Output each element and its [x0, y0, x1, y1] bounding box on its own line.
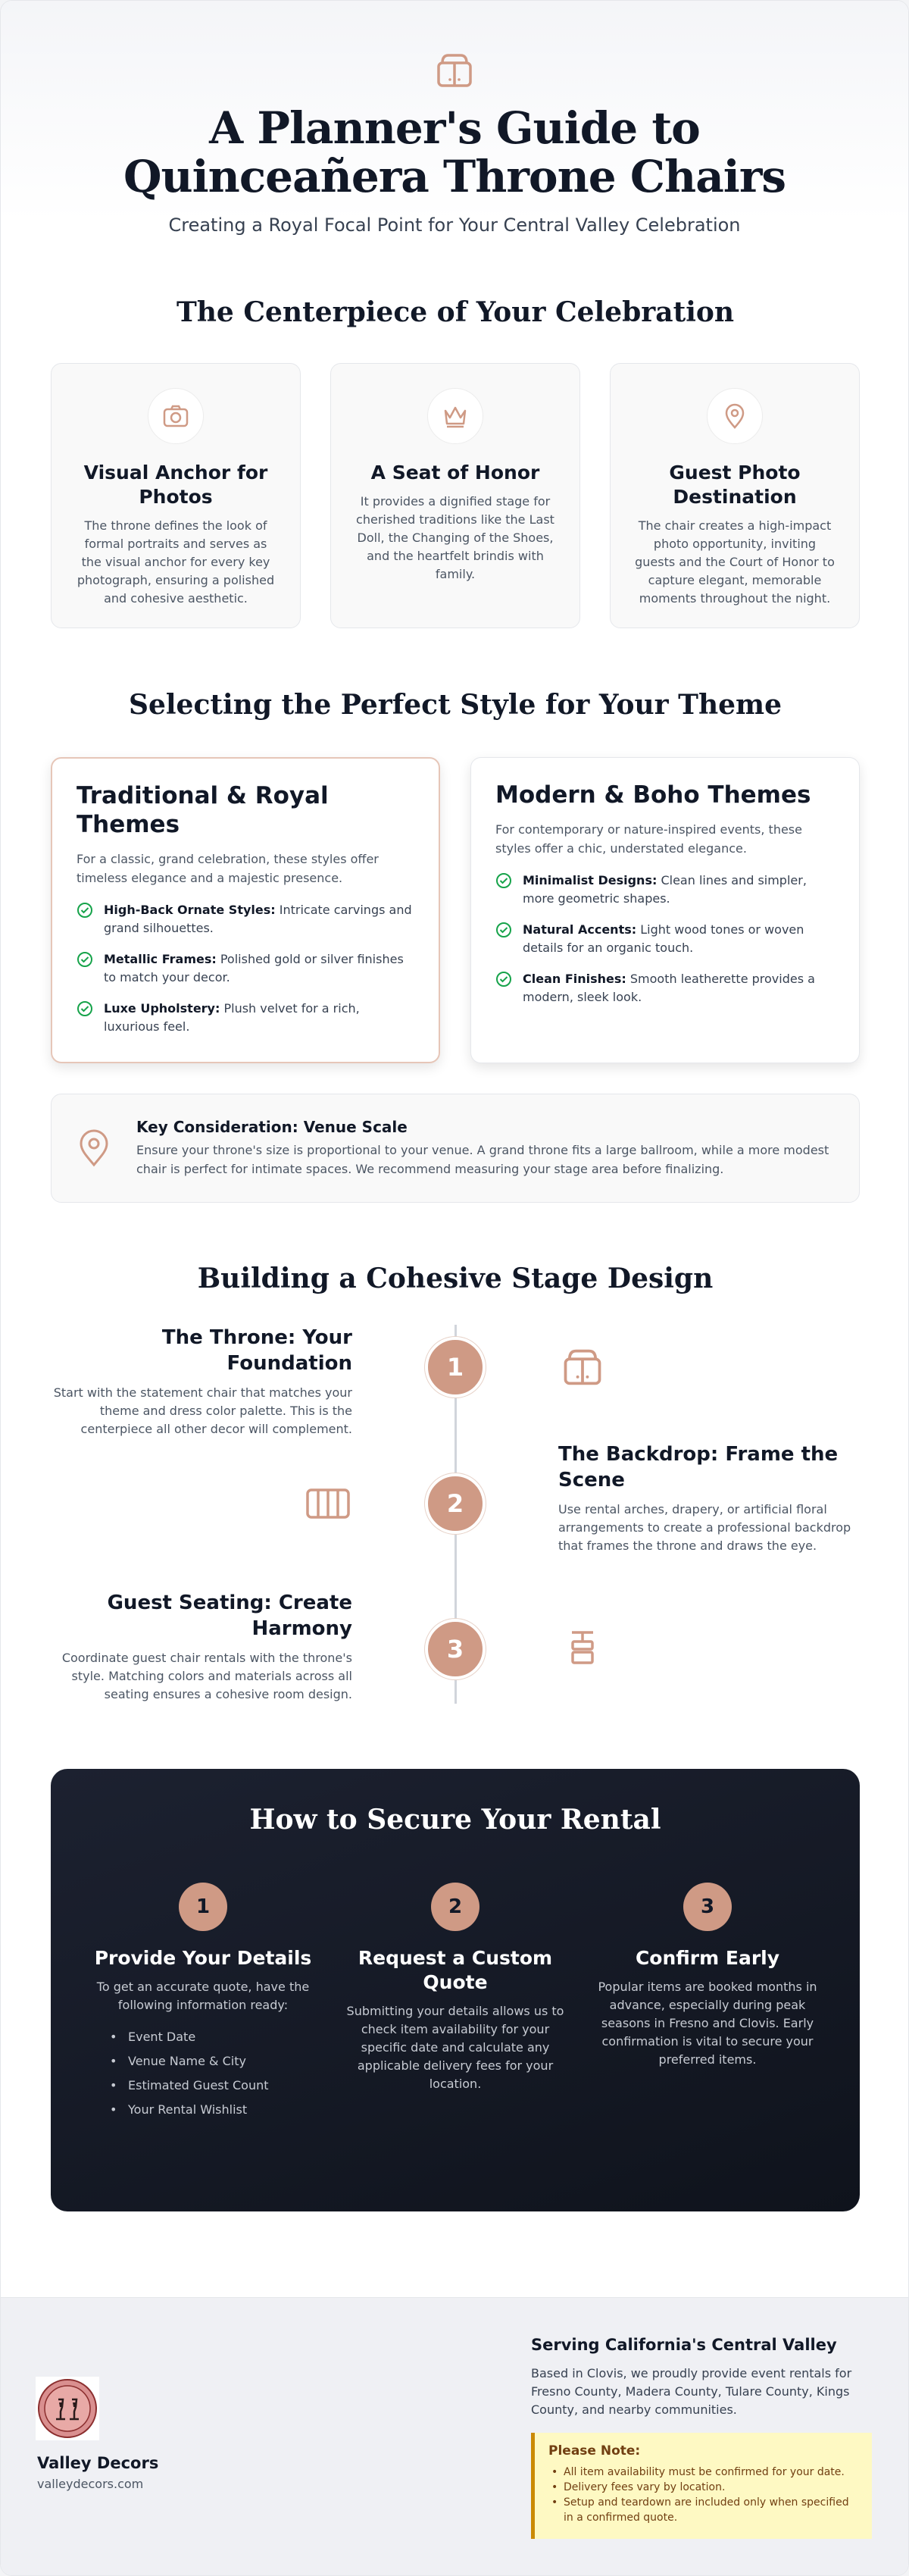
- item-label: Natural Accents:: [523, 922, 637, 937]
- feature-text: It provides a dignified stage for cherished traditions like the Last Doll, the Changing of the Shoes, and the heartfelt brindis with family.: [356, 494, 554, 581]
- style-card-modern: [470, 757, 860, 1063]
- item-label: Clean Finishes:: [523, 972, 626, 986]
- service-area: [531, 2336, 879, 2419]
- list-item: • Delivery fees vary by location.: [548, 2480, 858, 2495]
- gift-box-icon: [560, 1344, 605, 1390]
- chair-icon: [560, 1625, 605, 1670]
- list-item: • Event Date: [110, 2028, 313, 2046]
- list-item: • Venue Name & City: [110, 2052, 313, 2071]
- list-item: • All item availability must be confirmed for your date.: [548, 2465, 858, 2480]
- note-list: [548, 2465, 858, 2525]
- step-text: Use rental arches, drapery, or artificial floral arrangements to create a professional backdrop that frames the throne and draws the eye.: [558, 1502, 851, 1553]
- style-list: [77, 901, 414, 1036]
- section-title: Building a Cohesive Stage Design: [197, 1263, 714, 1294]
- style-title: Traditional & Royal Themes: [77, 782, 329, 838]
- hero-header: [1, 1, 908, 236]
- check-circle-icon: [495, 922, 512, 938]
- item-label: Luxe Upholstery:: [104, 1001, 220, 1016]
- item-label: Metallic Frames:: [104, 952, 217, 966]
- rental-step-title: Provide Your Details: [94, 1947, 312, 1969]
- check-circle-icon: [495, 872, 512, 889]
- list-item: [495, 921, 835, 957]
- gift-box-icon: [433, 49, 476, 92]
- item-text: Intricate carvings and grand silhouettes.: [104, 903, 412, 935]
- step-title: Guest Seating: Create Harmony: [107, 1592, 352, 1640]
- timeline-step-text: [558, 1441, 861, 1555]
- timeline-step-text: [49, 1325, 352, 1438]
- rental-step-text: Popular items are booked months in advance, especially during peak seasons in Fresno and Clovis. Early confirmation is vital to secure your preferred items.: [598, 1980, 817, 2067]
- item-text: Plush velvet for a rich, luxurious feel.: [104, 1001, 360, 1034]
- footer: [1, 2297, 909, 2576]
- rental-step: [598, 1883, 817, 2125]
- backdrop-panel-icon: [305, 1481, 351, 1526]
- crown-icon: [427, 388, 483, 444]
- item-text: Light wood tones or woven details for an organic touch.: [523, 922, 804, 955]
- feature-text: The chair creates a high-impact photo opportunity, inviting guests and the Court of Honor to capture elegant, memorable moments throughout the night.: [635, 518, 835, 606]
- style-card-traditional: [51, 757, 440, 1063]
- page-title: A Planner's Guide to Quinceañera Throne Chairs: [123, 102, 786, 202]
- style-intro: For contemporary or nature-inspired events, these styles offer a chic, understated elegance.: [495, 822, 802, 856]
- brand-url[interactable]: valleydecors.com: [37, 2477, 144, 2491]
- item-text: Polished gold or silver finishes to match your decor.: [104, 952, 404, 984]
- feature-title: Visual Anchor for Photos: [83, 462, 268, 508]
- feature-card-guest-photo: [610, 363, 860, 628]
- section-title: How to Secure Your Rental: [249, 1804, 661, 1836]
- map-pin-icon: [707, 388, 763, 444]
- step-text: Coordinate guest chair rentals with the throne's style. Matching colors and materials across all seating ensures a cohesive room design.: [61, 1651, 352, 1701]
- list-item: [77, 901, 414, 937]
- timeline-step-number: 1: [425, 1337, 486, 1398]
- section-title: The Centerpiece of Your Celebration: [176, 296, 735, 328]
- rental-step-title: Confirm Early: [635, 1947, 780, 1969]
- notice-title: Key Consideration: Venue Scale: [136, 1118, 408, 1136]
- notice-text: Ensure your throne's size is proportional to your venue. A grand throne fits a large ballroom, while a more modest chair is perfect for intimate spaces. We recommend measuring your stage area before finalizing.: [136, 1143, 829, 1176]
- check-circle-icon: [495, 971, 512, 988]
- check-circle-icon: [77, 1000, 93, 1017]
- step-title: The Backdrop: Frame the Scene: [558, 1443, 839, 1491]
- style-list: [495, 872, 835, 1006]
- style-title: Modern & Boho Themes: [495, 781, 811, 809]
- list-item: • Estimated Guest Count: [110, 2077, 313, 2095]
- please-note-box: [531, 2433, 872, 2539]
- styles-section: [1, 689, 909, 1203]
- item-text: Clean lines and simpler, more geometric shapes.: [523, 873, 807, 906]
- list-item: [77, 950, 414, 987]
- feature-title: Guest Photo Destination: [669, 462, 801, 508]
- section-title: Selecting the Perfect Style for Your Theme: [128, 689, 782, 721]
- rental-details-list: [93, 2028, 313, 2119]
- rental-step-text: To get an accurate quote, have the following information ready:: [96, 1980, 310, 2012]
- service-area-text: Based in Clovis, we proudly provide event rentals for Fresno County, Madera County, Tulare County, Kings County, and nearby communities.: [531, 2366, 852, 2417]
- timeline-step-text: [49, 1590, 352, 1704]
- item-text: Smooth leatherette provides a modern, sleek look.: [523, 972, 815, 1004]
- camera-icon: [148, 388, 204, 444]
- rental-step-number: 2: [431, 1883, 479, 1931]
- timeline-step-number: 3: [425, 1619, 486, 1679]
- rental-step: [345, 1883, 565, 2125]
- rental-step-number: 1: [179, 1883, 227, 1931]
- feature-card-visual-anchor: [51, 363, 301, 628]
- feature-title: A Seat of Honor: [370, 462, 540, 484]
- check-circle-icon: [77, 951, 93, 968]
- step-title: The Throne: Your Foundation: [161, 1326, 352, 1375]
- rental-step-number: 3: [683, 1883, 732, 1931]
- timeline: [1, 1325, 909, 1704]
- stage-design-section: [1, 1263, 909, 1704]
- list-item: [77, 1000, 414, 1036]
- rental-step-text: Submitting your details allows us to check item availability for your specific date and calculate any applicable delivery fees for your location.: [346, 2004, 564, 2091]
- valley-decors-logo: [36, 2377, 99, 2440]
- rental-step: [93, 1883, 313, 2125]
- list-item: • Setup and teardown are included only when specified in a confirmed quote.: [548, 2495, 858, 2525]
- check-circle-icon: [77, 902, 93, 919]
- item-label: High-Back Ornate Styles:: [104, 903, 276, 917]
- timeline-step-number: 2: [425, 1473, 486, 1534]
- brand: [37, 2454, 158, 2491]
- service-area-title: Serving California's Central Valley: [531, 2336, 837, 2354]
- map-pin-icon: [77, 1128, 111, 1168]
- note-title: Please Note:: [548, 2443, 641, 2459]
- brand-name: Valley Decors: [37, 2454, 159, 2472]
- venue-scale-notice: [51, 1094, 860, 1203]
- centerpiece-section: [1, 296, 909, 628]
- list-item: [495, 872, 835, 908]
- step-text: Start with the statement chair that matches your theme and dress color palette. This is the centerpiece all other decor will complement.: [53, 1385, 352, 1436]
- rental-step-title: Request a Custom Quote: [358, 1947, 553, 1993]
- page-subtitle: Creating a Royal Focal Point for Your Central Valley Celebration: [168, 214, 741, 236]
- item-label: Minimalist Designs:: [523, 873, 658, 887]
- style-intro: For a classic, grand celebration, these styles offer timeless elegance and a majestic presence.: [77, 852, 379, 885]
- list-item: [495, 970, 835, 1006]
- feature-card-seat-of-honor: [330, 363, 580, 628]
- feature-text: The throne defines the look of formal portraits and serves as the visual anchor for every key photograph, ensuring a polished and cohesive aesthetic.: [77, 518, 275, 606]
- rental-section: [51, 1769, 860, 2211]
- list-item: • Your Rental Wishlist: [110, 2101, 313, 2119]
